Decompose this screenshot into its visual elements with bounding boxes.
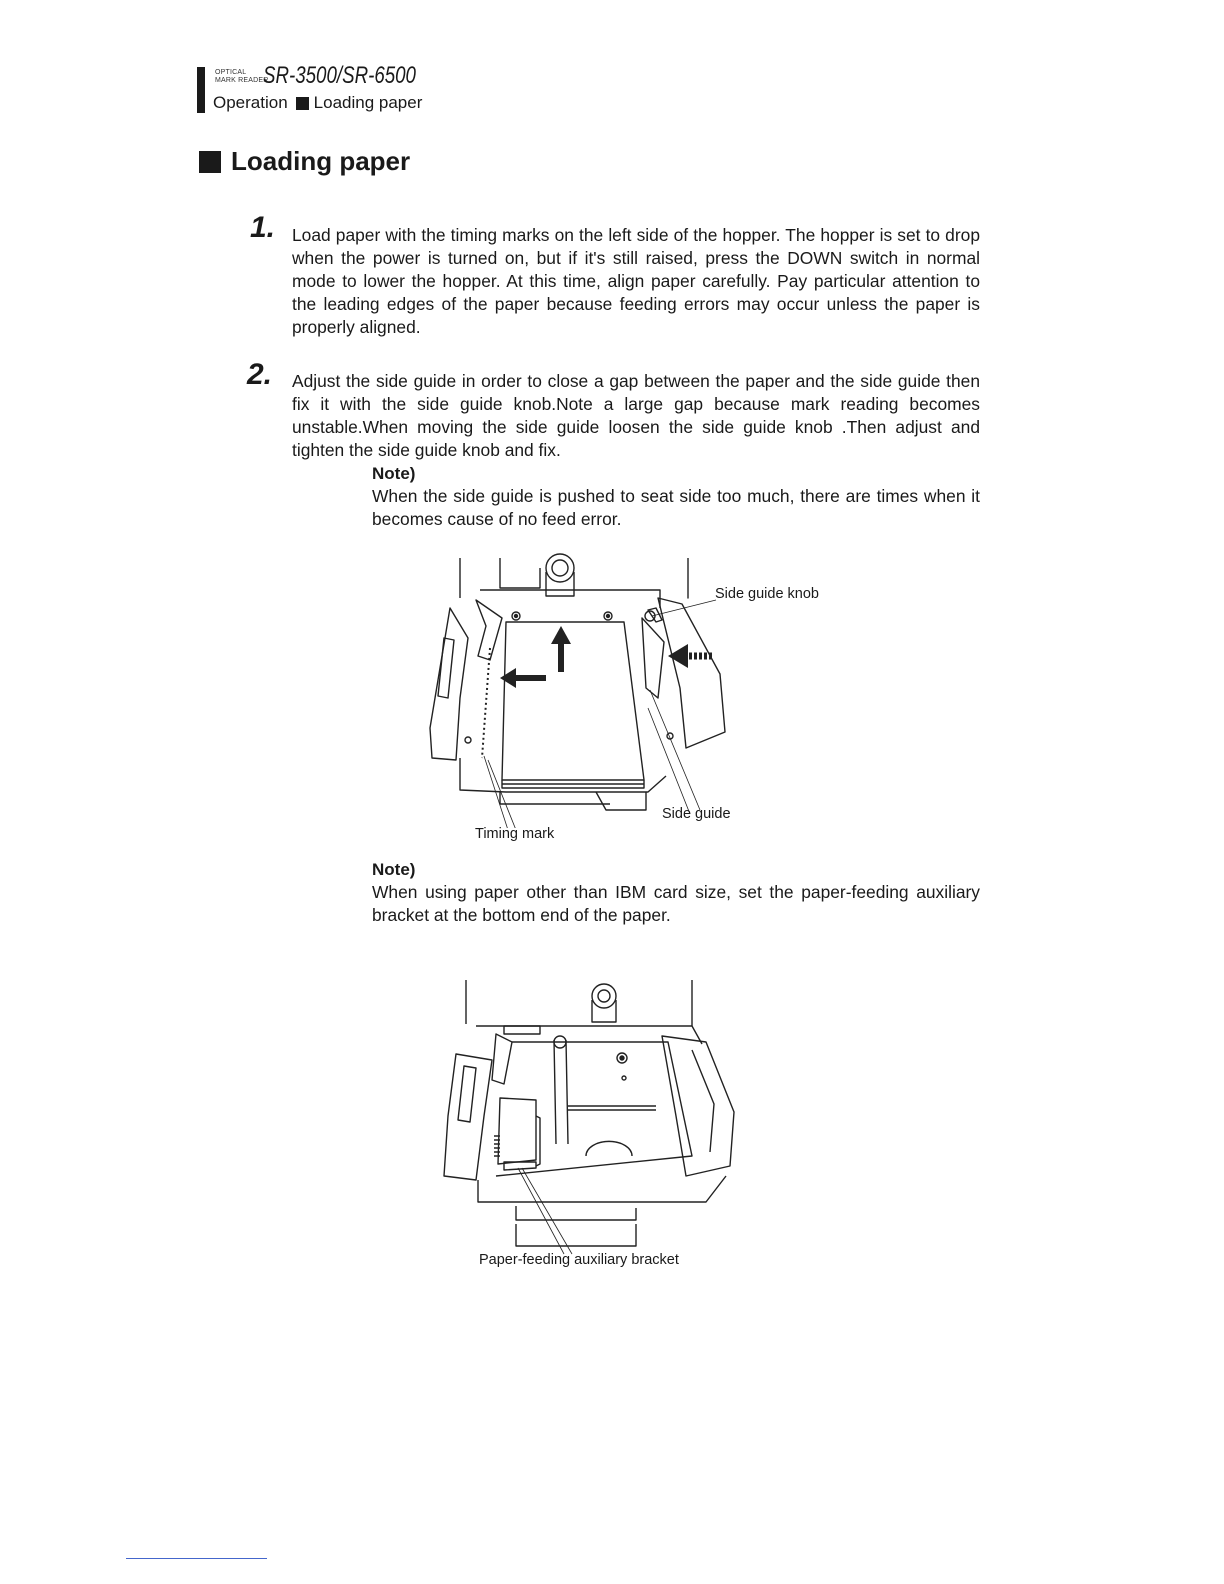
note-2-heading: Note) (372, 860, 416, 879)
label-timing-mark: Timing mark (475, 826, 555, 842)
header-section: Operation (213, 93, 288, 112)
label-side-guide-knob: Side guide knob (715, 586, 819, 602)
step-2-text: Adjust the side guide in order to close a gap between the paper and the side guide then fix it with the side guide knob.Note a large gap because mark reading becomes unstable.When moving the side guide loosen the side guide knob .Then adjust and tighten the side guide knob and fix. (292, 371, 980, 460)
label-side-guide: Side guide (662, 806, 731, 822)
label-auxiliary-bracket: Paper-feeding auxiliary bracket (479, 1252, 679, 1268)
step-1-number: 1. (250, 211, 276, 244)
hopper-paper-illustration (420, 548, 740, 828)
header-label-line1: OPTICAL (215, 69, 247, 76)
note-1-text: When the side guide is pushed to seat side too much, there are times when it becomes cause of no feed error. (372, 486, 980, 529)
header-subsection: Loading paper (313, 93, 423, 112)
page-title (199, 146, 410, 177)
header-breadcrumb (213, 93, 422, 113)
square-bullet-icon (199, 151, 221, 173)
header-bar (197, 67, 205, 113)
step-2-number: 2. (247, 358, 273, 391)
auxiliary-bracket-illustration (436, 976, 746, 1256)
square-bullet-icon (296, 97, 309, 110)
header-model: SR-3500/SR-6500 (263, 62, 416, 89)
step-1-text: Load paper with the timing marks on the left side of the hopper. The hopper is set to drop when the power is turned on, but if it's still raised, press the DOWN switch in normal mode to lower the hopper. At this time, align paper carefully. Pay particular attention to the leading edges of the paper because feeding errors may occur unless the paper is properly aligned. (292, 225, 980, 337)
note-2-text: When using paper other than IBM card size, set the paper-feeding auxiliary bracket at the bottom end of the paper. (372, 882, 980, 925)
page-title-text: Loading paper (231, 146, 411, 176)
note-1-heading: Note) (372, 464, 416, 483)
header-product-type (215, 69, 269, 85)
header-label-line2: MARK READER (215, 77, 269, 84)
footer-rule (126, 1558, 267, 1559)
